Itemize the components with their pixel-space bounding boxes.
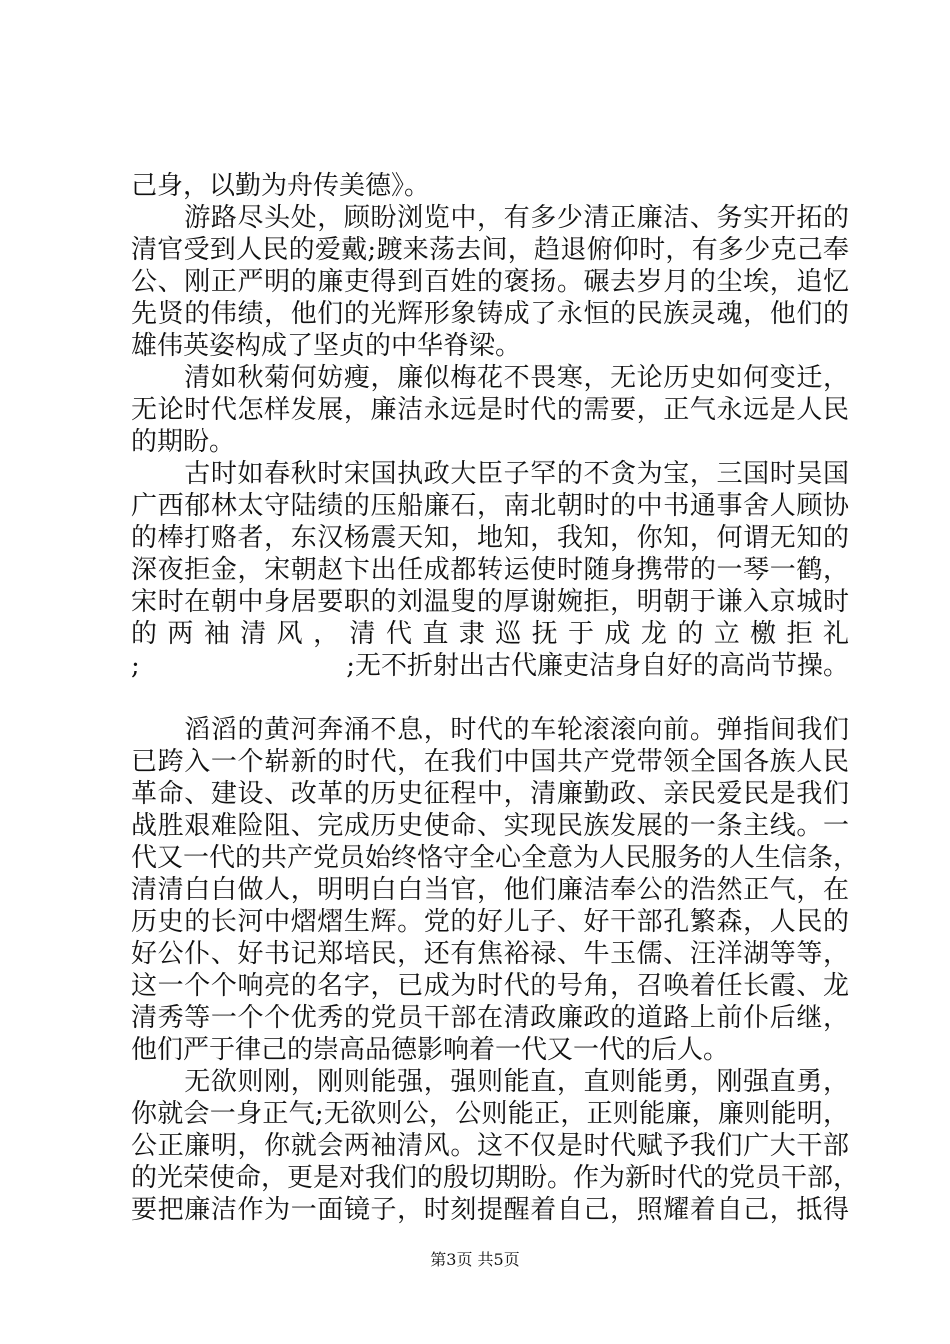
text-line: 无欲则刚，刚则能强，强则能直，直则能勇，刚强直勇，	[131, 1067, 849, 1097]
text-line: 战胜艰难险阻、完成历史使命、实现民族发展的一条主线。一	[131, 811, 849, 841]
text-line: 代又一代的共产党员始终恪守全心全意为人民服务的人生信条，	[131, 843, 860, 873]
text-line: 的期盼。	[131, 427, 236, 457]
paragraph-gap	[131, 682, 849, 714]
text-line: 深夜拒金，宋朝赵卞出任成都转运使时随身携带的一琴一鹤，	[131, 555, 849, 585]
body-text	[131, 170, 860, 1226]
text-line: 公正廉明，你就会两袖清风。这不仅是时代赋予我们广大干部	[131, 1131, 849, 1161]
text-line: 革命、建设、改革的历史征程中，清廉勤政、亲民爱民是我们	[131, 779, 849, 809]
text-line: 清官受到人民的爱戴;踱来荡去间，趋退俯仰时，有多少克己奉	[131, 235, 849, 265]
text-line: 已跨入一个崭新的时代，在我们中国共产党带领全国各族人民	[131, 747, 849, 777]
text-line: 清清白白做人，明明白白当官，他们廉洁奉公的浩然正气，在	[131, 875, 849, 905]
text-fragment: ;	[131, 651, 140, 681]
text-line: 清如秋菊何妨瘦，廉似梅花不畏寒，无论历史如何变迁，	[131, 363, 849, 393]
text-line	[131, 650, 849, 682]
text-line: 宋时在朝中身居要职的刘温叟的厚谢婉拒，明朝于谦入京城时	[131, 587, 849, 617]
text-line: 历史的长河中熠熠生辉。党的好儿子、好干部孔繁森，人民的	[131, 907, 849, 937]
text-line: 滔滔的黄河奔涌不息，时代的车轮滚滚向前。弹指间我们	[131, 715, 849, 745]
page-footer	[0, 1250, 950, 1270]
text-line: 要把廉洁作为一面镜子，时刻提醒着自己，照耀着自己，抵得	[131, 1195, 849, 1225]
text-line: 雄伟英姿构成了坚贞的中华脊梁。	[131, 331, 522, 361]
text-line: 广西郁林太守陆绩的压船廉石，南北朝时的中书通事舍人顾协	[131, 491, 849, 521]
text-line: 清秀等一个个优秀的党员干部在清政廉政的道路上前仆后继，	[131, 1003, 849, 1033]
text-line: 无论时代怎样发展，廉洁永远是时代的需要，正气永远是人民	[131, 395, 849, 425]
text-line: 你就会一身正气;无欲则公，公则能正，正则能廉，廉则能明，	[131, 1099, 849, 1129]
text-line: 公、刚正严明的廉吏得到百姓的褒扬。碾去岁月的尘埃，追忆	[131, 267, 849, 297]
text-line: 好公仆、好书记郑培民，还有焦裕禄、牛玉儒、汪洋湖等等，	[131, 939, 849, 969]
text-line: 的 两 袖 清 风 ， 清 代 直 隶 巡 抚 于 成 龙 的 立 檄 拒 礼	[131, 619, 849, 649]
text-line: 的光荣使命，更是对我们的殷切期盼。作为新时代的党员干部，	[131, 1163, 860, 1193]
text-fragment: ;无不折射出古代廉吏洁身自好的高尚节操。	[346, 651, 849, 681]
text-line: 游路尽头处，顾盼浏览中，有多少清正廉洁、务实开拓的	[131, 203, 849, 233]
page-number: 第3页 共5页	[430, 1250, 520, 1269]
text-line: 他们严于律己的崇高品德影响着一代又一代的后人。	[131, 1035, 730, 1065]
text-line: 的棒打赂者，东汉杨震天知，地知，我知，你知，何谓无知的	[131, 523, 849, 553]
text-line: 古时如春秋时宋国执政大臣子罕的不贪为宝，三国时吴国	[131, 459, 849, 489]
text-line: 己身，以勤为舟传美德》。	[131, 171, 431, 201]
text-line: 先贤的伟绩，他们的光辉形象铸成了永恒的民族灵魂，他们的	[131, 299, 849, 329]
text-line: 这一个个响亮的名字，已成为时代的号角，召唤着任长霞、龙	[131, 971, 849, 1001]
